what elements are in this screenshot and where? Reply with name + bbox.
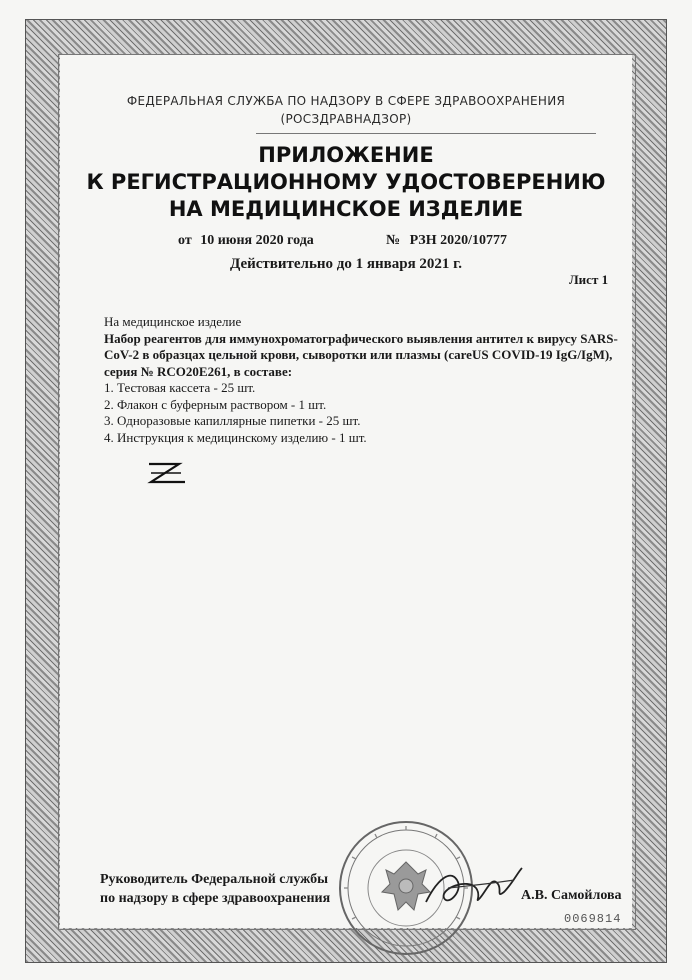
header-divider	[256, 133, 596, 134]
list-item: 3. Одноразовые капиллярные пипетки - 25 шт.	[104, 413, 361, 428]
number-value: РЗН 2020/10777	[409, 233, 507, 248]
agency-name: ФЕДЕРАЛЬНАЯ СЛУЖБА ПО НАДЗОРУ В СФЕРЕ ЗДРАВООХРАНЕНИЯ	[126, 94, 566, 108]
agency-header	[0, 92, 692, 128]
validity-line: Действительно до 1 января 2021 г.	[229, 256, 463, 272]
signature-icon	[418, 858, 528, 918]
registration-number	[386, 233, 507, 249]
date-value: 10 июня 2020 года	[200, 233, 314, 248]
signer-role-line-1: Руководитель Федеральной службы	[100, 872, 329, 887]
title-line-2: К РЕГИСТРАЦИОННОМУ УДОСТОВЕРЕНИЮ	[86, 170, 606, 194]
serial-number: 0069814	[564, 912, 622, 926]
document-body	[104, 314, 624, 446]
signer-role	[100, 870, 330, 908]
title-line-1: ПРИЛОЖЕНИЕ	[258, 143, 434, 167]
list-item: 1. Тестовая кассета - 25 шт.	[104, 380, 256, 395]
signer-role-line-2: по надзору в сфере здравоохранения	[100, 891, 331, 906]
list-item: 2. Флакон с буферным раствором - 1 шт.	[104, 396, 327, 412]
title-line-3: НА МЕДИЦИНСКОЕ ИЗДЕЛИЕ	[168, 197, 524, 221]
issue-date	[178, 233, 314, 249]
z-closing-mark	[145, 455, 189, 491]
number-prefix: №	[386, 233, 401, 248]
document-title	[0, 142, 692, 223]
intro-text: На медицинское изделие	[104, 314, 242, 329]
list-item: 4. Инструкция к медицинскому изделию - 1 шт.	[104, 429, 367, 445]
agency-abbreviation: (РОСЗДРАВНАДЗОР)	[280, 112, 412, 126]
date-prefix: от	[178, 233, 192, 248]
product-name: Набор реагентов для иммунохроматографического выявления антител к вирусу SARS-CoV-2 в образцах цельной крови, сыворотки или плазмы (careUS COVID-19 IgG/IgM), серия № RCO20E261, в составе:	[104, 330, 618, 379]
signer-name: А.В. Самойлова	[521, 888, 622, 903]
sheet-number: Лист 1	[569, 272, 609, 287]
